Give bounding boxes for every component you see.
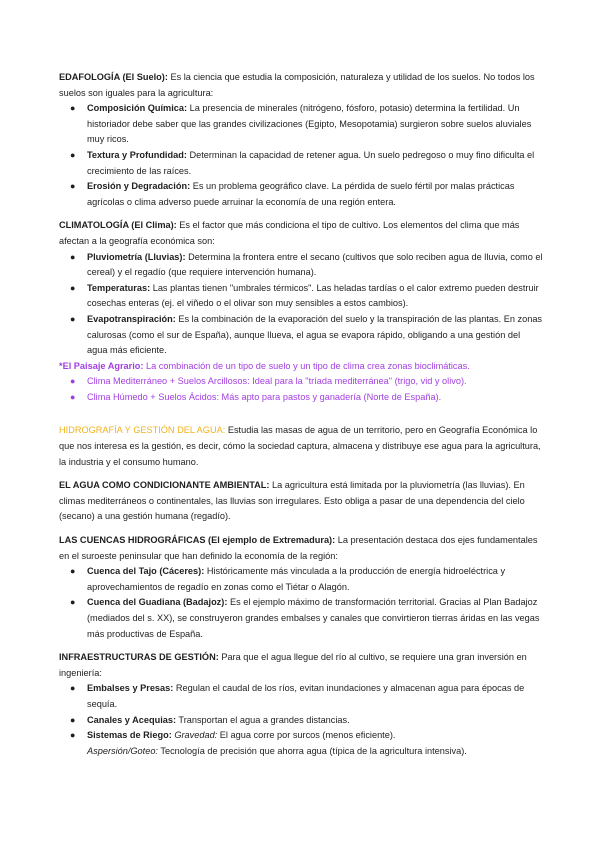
infra-title: INFRAESTRUCTURAS DE GESTIÓN: — [59, 652, 219, 663]
list-item: ● Sistemas de Riego: Gravedad: El agua corre por surcos (menos eficiente). Aspersión/Goteo: Tecnología de precisión que ahorra agua (típica de la agricultura intensiva). — [70, 730, 467, 756]
list-item: ● Pluviometría (Lluvias): Determina la frontera entre el secano (cultivos que solo reciben agua de lluvia, como el cereal) y el regadío (que requiere intervención humana). — [70, 251, 543, 278]
cuencas-intro: La presentación destaca dos ejes fundamentales en el suroeste peninsular que han definido la economía de la región: — [59, 535, 538, 561]
section-agua — [59, 478, 543, 525]
bullet-icon: ● — [70, 597, 76, 608]
bullet-icon: ● — [70, 391, 76, 402]
document-page — [59, 70, 543, 767]
climatologia-list — [59, 250, 543, 359]
edafologia-intro: Es la ciencia que estudia la composición, naturaleza y utilidad de los suelos. No todos los suelos son iguales para la agricultura: — [59, 72, 535, 98]
climatologia-intro: Es el factor que más condiciona el tipo de cultivo. Los elementos del clima que más afectan a la geografía económica son: — [59, 220, 520, 246]
list-item: ● Clima Mediterráneo + Suelos Arcillosos: Ideal para la "tríada mediterránea" (trigo, vid y olivo). — [59, 374, 543, 390]
bullet-icon: ● — [70, 714, 76, 725]
bullet-icon: ● — [70, 683, 76, 694]
infra-intro: Para que el agua llegue del río al cultivo, se requiere una gran inversión en ingeniería: — [59, 652, 527, 678]
infra-list — [59, 681, 543, 759]
list-item: ● Cuenca del Tajo (Cáceres): Históricamente más vinculada a la producción de energía hidroeléctrica y aprovechamientos de regadío en zonas como el Tiétar o Alagón. — [70, 566, 506, 592]
list-item: ● Cuenca del Guadiana (Badajoz): Es el ejemplo máximo de transformación territorial. Gracias al Plan Badajoz (mediados del s. XX), se construyeron grandes embalses y canales que convirtieron tierras áridas en las vegas más productivas de España. — [70, 597, 540, 639]
paisaje-agrario: *El Paisaje Agrario: La combinación de un tipo de suelo y un tipo de clima crea zonas bioclimáticas. — [59, 360, 470, 371]
bullet-icon: ● — [70, 376, 76, 387]
section-infraestructuras — [59, 650, 543, 759]
list-item: ● Canales y Acequias: Transportan el agua a grandes distancias. — [59, 713, 543, 729]
cuencas-title: LAS CUENCAS HIDROGRÁFICAS (El ejemplo de Extremadura): — [59, 535, 336, 546]
bullet-icon: ● — [70, 566, 76, 577]
climatologia-title: CLIMATOLOGÍA (El Clima): — [59, 220, 177, 231]
section-edafologia — [59, 70, 543, 210]
list-item: ● Evapotranspiración: Es la combinación de la evaporación del suelo y la transpiración de las plantas. En zonas calurosas (como el sur de España), aunque llueva, el agua se evapora rápido, obligando a una gestión del agua más eficiente. — [70, 313, 543, 356]
paisaje-list — [59, 374, 543, 405]
bullet-icon: ● — [70, 149, 76, 160]
list-item: ● Textura y Profundidad: Determinan la capacidad de retener agua. Un suelo pedregoso o muy fino dificulta el crecimiento de las raíces. — [70, 149, 535, 176]
cuencas-list — [59, 564, 543, 642]
bullet-icon: ● — [70, 181, 76, 192]
bullet-icon: ● — [70, 251, 76, 262]
bullet-icon: ● — [70, 730, 76, 741]
list-item: ● Erosión y Degradación: Es un problema geográfico clave. La pérdida de suelo fértil por malas prácticas agrícolas o clima adverso puede arruinar la economía de una región entera. — [70, 181, 515, 207]
list-item: ● Embalses y Presas: Regulan el caudal de los ríos, evitan inundaciones y almacenan agua para épocas de sequía. — [70, 683, 525, 709]
edafologia-title: EDAFOLOGÍA (El Suelo): — [59, 72, 168, 82]
section-hidrografia — [59, 423, 543, 470]
list-item: ● Composición Química: La presencia de minerales (nitrógeno, fósforo, potasio) determina la fertilidad. Un historiador debe saber que las grandes civilizaciones (Egipto, Mesopotamia) surgieron sobre suelos aluviales muy ricos. — [70, 103, 532, 145]
bullet-icon: ● — [70, 282, 76, 293]
section-cuencas — [59, 533, 543, 642]
hidrografia-text: Estudia las masas de agua de un territorio, pero en Geografía Económica lo que nos interesa es la gestión, es decir, cómo la sociedad captura, almacena y distribuye ese agua para la agricultura, la industria y el consumo humano. — [59, 425, 541, 467]
agua-title: EL AGUA COMO CONDICIONANTE AMBIENTAL: — [59, 480, 270, 491]
section-climatologia — [59, 218, 543, 405]
edafologia-list — [59, 101, 543, 210]
list-item: ● Temperaturas: Las plantas tienen "umbrales térmicos". Las heladas tardías o el calor extremo pueden destruir cosechas enteras (ej. el viñedo o el olivar son muy sensibles a estos cambios). — [70, 282, 539, 309]
bullet-icon: ● — [70, 103, 76, 114]
bullet-icon: ● — [70, 313, 76, 324]
hidrografia-title: HIDROGRAFÍA Y GESTIÓN DEL AGUA: — [59, 425, 226, 436]
agua-text: La agricultura está limitada por la pluviometría (las lluvias). En climas mediterráneos o continentales, las lluvias son irregulares. Esto obliga a pasar de una dependencia del cielo (secano) a una gestión humana (regadío). — [59, 480, 525, 522]
list-item: ● Clima Húmedo + Suelos Ácidos: Más apto para pastos y ganadería (Norte de España). — [59, 390, 543, 406]
